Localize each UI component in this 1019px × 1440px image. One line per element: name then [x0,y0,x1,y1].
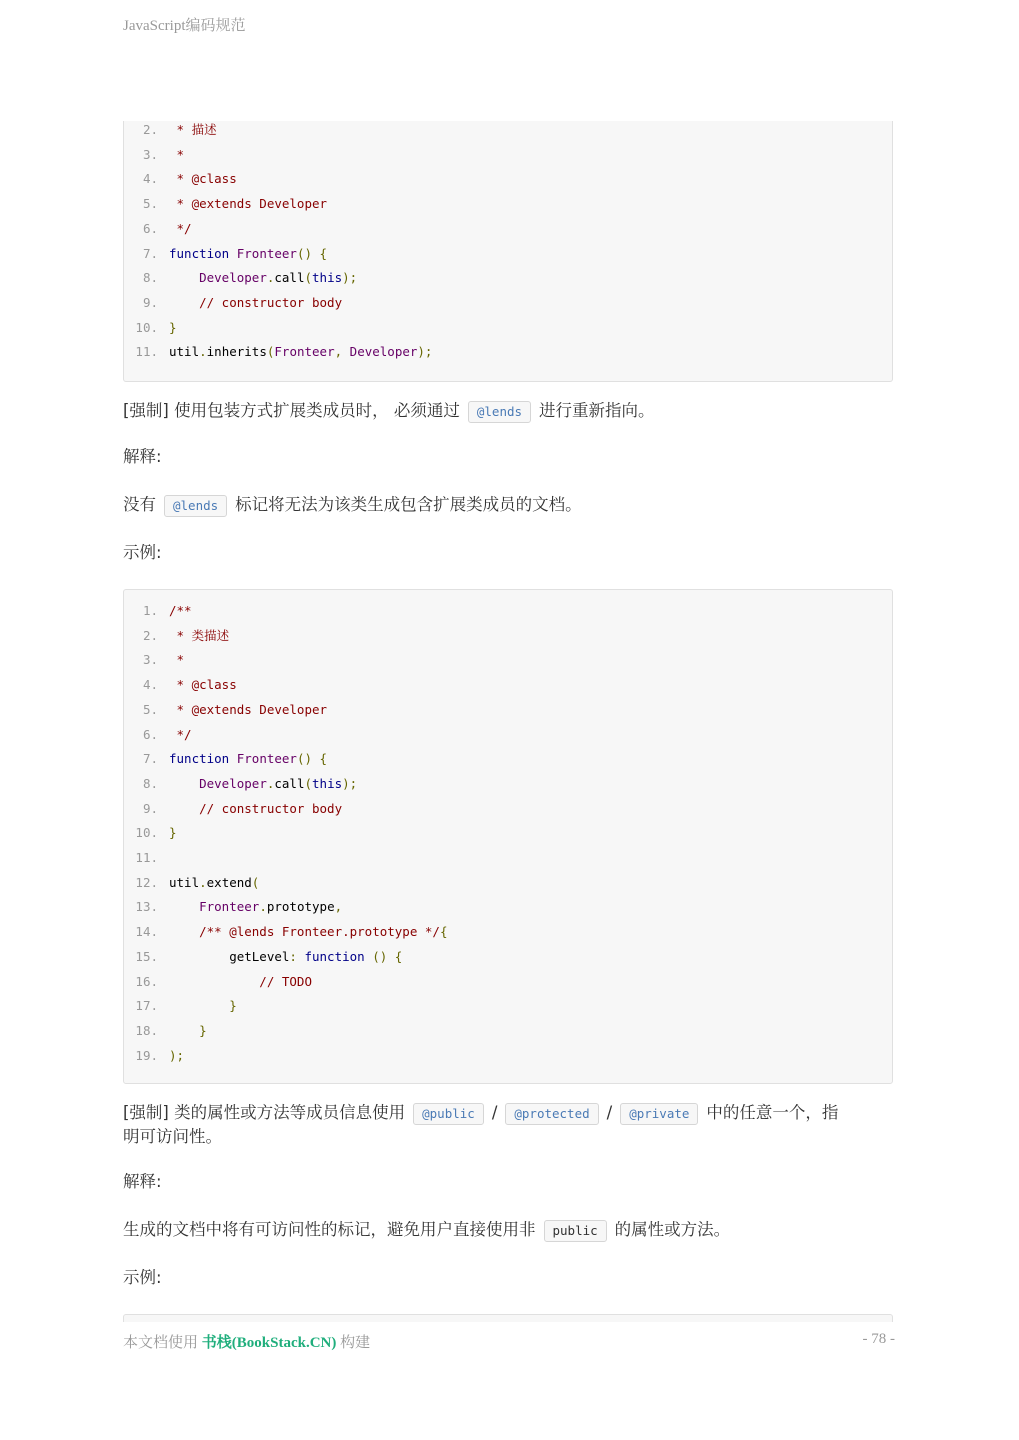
code-text [169,147,184,162]
code-line [124,873,259,893]
inline-code: @lends [164,495,227,517]
code-token: // TODO [169,973,312,989]
code-text [169,974,312,989]
code-token: */ [169,220,192,236]
line-number: 18. [135,1022,158,1038]
line-number: 8. [142,270,158,286]
code-token: util [169,874,200,890]
code-token [169,270,199,285]
code-token: ); [417,344,433,360]
line-number: 10. [135,825,158,841]
code-token: () { [296,245,328,261]
code-token: this [312,270,343,286]
line-number: 2. [142,627,158,643]
footer-brand-link[interactable]: 书栈(BookStack.CN) [201,1335,337,1351]
code-text [169,196,327,211]
code-token: ( [266,344,275,360]
footer-credit [123,1331,370,1352]
code-token [169,899,199,914]
code-token: * 类描述 [169,627,230,643]
line-number: 2. [142,122,158,137]
code-text [169,899,342,914]
code-line [124,972,312,992]
code-token: * @extends Developer [169,701,328,717]
code-token: ); [342,270,358,286]
code-token: Developer [199,775,267,791]
code-token [229,246,237,261]
line-number: 3. [142,652,158,668]
code-token: ( [251,874,260,890]
explain-text: 生成的文档中将有可访问性的标记，避免用户直接使用非 [123,1220,536,1239]
code-token: /** [169,603,192,618]
code-line [124,947,402,967]
inline-code: @public [413,1103,484,1125]
footer-prefix: 本文档使用 [123,1335,202,1351]
line-number: 10. [135,319,158,335]
code-block [123,589,893,1084]
rule-text: [强制] 类的属性或方法等成员信息使用 [123,1103,406,1122]
code-text [169,949,402,964]
code-token: // constructor body [169,800,343,816]
code-token: { [439,924,448,940]
code-token: * [169,652,185,668]
access-explain [123,1218,898,1242]
line-number: 13. [135,899,158,915]
rule-text: 进行重新指向。 [539,401,655,420]
rule-text: [强制] 使用包装方式扩展类成员时， 必须通过 [123,401,460,420]
line-number: 1. [142,603,158,618]
code-token: } [169,825,177,841]
line-number: 5. [142,701,158,717]
code-text [169,320,177,335]
footer-suffix: 构建 [336,1335,371,1351]
line-number: 8. [142,775,158,791]
code-token: } [169,998,237,1014]
line-number: 6. [142,726,158,742]
code-token: function [304,948,365,964]
code-line [124,318,177,338]
code-line [124,922,447,942]
label-example: 示例: [123,543,162,562]
code-token: /** @lends Fronteer.prototype */ [169,924,440,940]
line-number: 11. [135,850,158,865]
page-header: JavaScript编码规范 [123,18,246,34]
code-token: Fronteer [236,751,297,767]
code-token: () { [296,751,328,767]
code-line [124,650,184,670]
code-token: , [334,899,343,915]
code-token [229,751,237,766]
code-text [169,122,217,137]
code-line [124,749,327,769]
code-text [169,652,184,667]
rule-text: 中的任意一个，指 [706,1103,839,1122]
code-text [169,221,192,236]
label-explain: 解释: [123,447,162,466]
code-token: * [169,146,185,162]
code-token: Developer [199,270,267,286]
code-text [169,1023,207,1038]
code-token: ( [304,775,313,791]
code-line [124,244,327,264]
line-number: 11. [135,344,158,360]
code-token: // constructor body [169,294,343,310]
code-token: */ [169,726,192,742]
line-number: 14. [135,924,158,940]
code-line [124,823,177,843]
line-number: 7. [142,751,158,767]
code-token: Fronteer [236,245,297,261]
code-token: call [274,270,305,286]
explain-text: 的属性或方法。 [614,1220,731,1239]
code-token: Fronteer [199,899,260,915]
separator: / [491,1103,498,1122]
code-token: . [199,874,207,890]
code-line [124,675,237,695]
line-number: 17. [135,998,158,1014]
line-number: 19. [135,1047,158,1063]
code-token: * @class [169,171,237,187]
rule-access [123,1101,898,1149]
code-token: ); [169,1047,185,1063]
code-text [169,628,229,643]
code-text [169,751,327,766]
code-text [169,677,237,692]
code-text [169,295,342,310]
line-number: 9. [142,294,158,310]
code-token: prototype [266,899,335,915]
inline-code: @lends [468,401,531,423]
code-token: , [334,344,350,360]
inline-code: public [544,1220,607,1242]
code-line [124,626,229,646]
code-token: * 描述 [169,122,217,137]
code-line [124,725,192,745]
code-token: ); [342,775,358,791]
line-number: 16. [135,973,158,989]
code-line [124,342,432,362]
code-token: util [169,344,200,360]
code-line [124,219,192,239]
code-line [124,774,357,794]
code-token: () { [364,948,403,964]
code-line [124,1046,184,1066]
code-text [169,270,357,285]
line-number: 12. [135,874,158,890]
code-text [169,1048,184,1063]
code-token: Fronteer [274,344,335,360]
code-token: . [266,775,275,791]
code-token: ( [304,270,313,286]
code-line [124,194,327,214]
code-token: . [199,344,207,360]
code-line [124,293,342,313]
code-text [169,801,342,816]
lends-explain [123,493,898,517]
code-line [124,145,184,165]
code-text [169,344,432,359]
line-number: 4. [142,171,158,187]
line-number: 6. [142,220,158,236]
code-line [124,169,237,189]
code-block [123,1314,893,1322]
code-text [169,727,192,742]
code-token: this [312,775,343,791]
code-token: function [169,245,230,261]
code-token: Developer [349,344,418,360]
code-text [169,825,177,840]
code-line [124,268,357,288]
code-line [124,1021,207,1041]
code-text [169,603,192,618]
code-token: } [169,1022,207,1038]
code-line [124,897,342,917]
code-line [124,700,327,720]
label-example: 示例: [123,1268,162,1287]
inline-code: @protected [505,1103,598,1125]
code-line [124,996,237,1016]
code-token [169,776,199,791]
code-token: getLevel [169,948,290,964]
code-token: * @extends Developer [169,196,328,212]
code-block [123,121,893,382]
code-line [124,799,342,819]
rule-lends [123,399,898,423]
code-text [169,776,357,791]
inline-code: @private [620,1103,698,1125]
code-line [124,601,192,621]
separator: / [606,1103,613,1122]
code-line [124,848,169,868]
line-number: 7. [142,245,158,261]
code-token: } [169,319,177,335]
code-line [124,120,217,140]
explain-text: 标记将无法为该类生成包含扩展类成员的文档。 [235,495,582,514]
code-token: : [289,948,305,964]
code-token: call [274,775,305,791]
code-token: . [259,899,267,915]
code-token: inherits [206,344,267,360]
code-text [169,875,259,890]
label-explain: 解释: [123,1172,162,1191]
line-number: 5. [142,196,158,212]
line-number: 4. [142,677,158,693]
code-text [169,171,237,186]
code-token: extend [206,874,252,890]
page-number: - 78 - [862,1331,895,1347]
line-number: 9. [142,800,158,816]
code-token: * @class [169,677,237,693]
page-footer [123,1331,895,1353]
code-text [169,702,327,717]
line-number: 15. [135,948,158,964]
code-token: function [169,751,230,767]
explain-text: 没有 [123,495,156,514]
code-text [169,246,327,261]
code-text [169,924,447,939]
rule-text: 明可访问性。 [123,1127,222,1146]
code-token: . [266,270,275,286]
code-text [169,998,237,1013]
line-number: 3. [142,146,158,162]
